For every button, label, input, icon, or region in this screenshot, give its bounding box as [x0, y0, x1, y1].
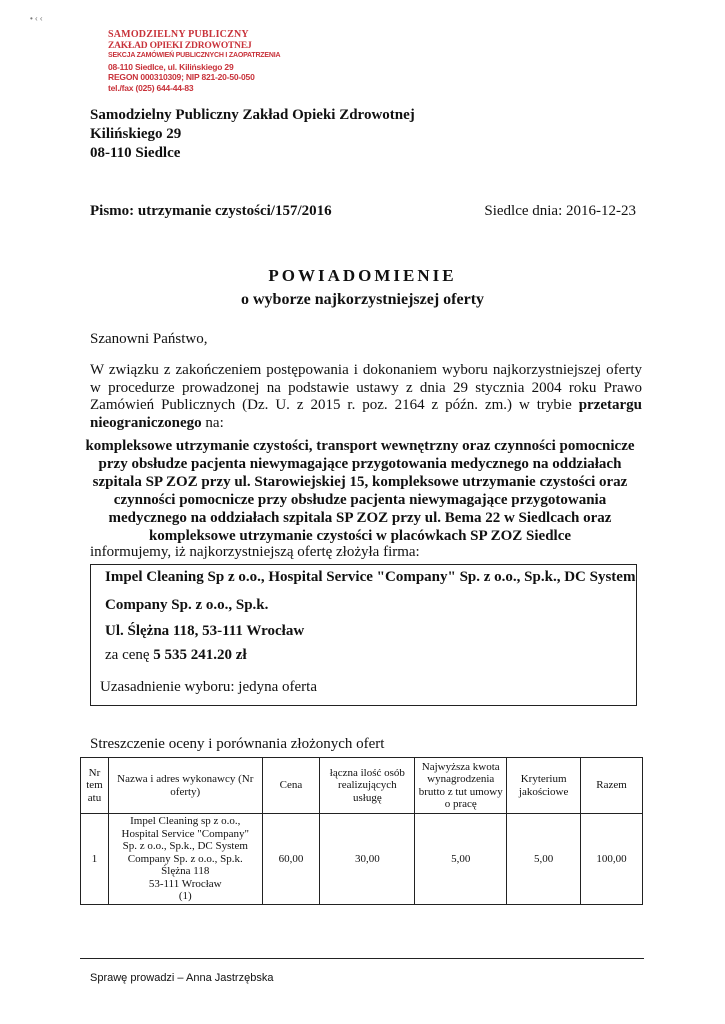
- header-cell: Najwyższa kwota wynagrodzenia brutto z tut umowy o pracę: [415, 758, 507, 814]
- header-cell: Nr tem atu: [81, 758, 109, 814]
- subject-line: szpitala SP ZOZ przy ul. Starowiejskiej 15, kompleksowe utrzymanie czystości oraz: [92, 474, 628, 490]
- subject-line: medycznego na oddziałach szpitala SP ZOZ przy ul. Bema 22 w Siedlcach oraz: [108, 510, 612, 526]
- contractor-line: Hospital Service "Company": [121, 827, 250, 840]
- header-cell: Razem: [581, 758, 643, 814]
- sender-name: Samodzielny Publiczny Zakład Opieki Zdrowotnej: [90, 107, 415, 123]
- subject-line: przy obsłudze pacjenta niewymagające przygotowania medycznego na oddziałach: [98, 456, 622, 472]
- contractor-line: 53-111 Wrocław: [148, 877, 222, 890]
- footer-handler: Sprawę prowadzi – Anna Jastrzębska: [90, 972, 274, 984]
- cell-staff: 30,00: [320, 814, 415, 905]
- summary-title: Streszczenie oceny i porównania złożonych ofert: [90, 736, 385, 752]
- letter-date: Siedlce dnia: 2016-12-23: [484, 203, 636, 219]
- stamp-line: tel./fax (025) 644-44-83: [108, 82, 194, 93]
- sender-street: Kilińskiego 29: [90, 126, 182, 142]
- procedure-mode: przetargu nieograniczonego: [90, 397, 642, 431]
- winner-address: Ul. Ślężna 118, 53-111 Wrocław: [105, 623, 305, 639]
- winner-justification: Uzasadnienie wyboru: jedyna oferta: [100, 679, 317, 695]
- header-cell: Cena: [262, 758, 320, 814]
- subject-line: kompleksowe utrzymanie czystości, transport wewnętrzny oraz czynności pomocnicze: [85, 438, 635, 454]
- subject-line: czynności pomocnicze przy obsłudze pacjenta niewymagające przygotowania: [113, 492, 607, 508]
- contractor-line: (1): [178, 890, 192, 902]
- intro-text: W związku z zakończeniem postępowania i dokonaniem wyboru najkorzystniejszej oferty w procedurze prowadzonej na podstawie ustawy z dnia 29 stycznia 2004 roku Prawo Zamówień Publicznych (Dz. U. z 2015 r. poz. 2164 z późn. zm.) w trybie: [90, 362, 642, 413]
- corner-marks: • ‹ ‹: [30, 14, 43, 23]
- header-cell: Kryterium jakościowe: [507, 758, 581, 814]
- sender-address: [90, 106, 415, 163]
- cell-contractor: [108, 814, 262, 905]
- document-subtitle: o wyborze najkorzystniejszej oferty: [240, 291, 485, 308]
- winner-box: [90, 564, 637, 706]
- table-header-row: [81, 758, 643, 814]
- contractor-line: Company Sp. z o.o., Sp.k.: [127, 852, 243, 865]
- stamp-line: SEKCJA ZAMÓWIEŃ PUBLICZNYCH I ZAOPATRZENIA: [108, 52, 281, 59]
- intro-tail: na:: [205, 414, 224, 431]
- contractor-line: Impel Cleaning sp z o.o.,: [130, 815, 241, 827]
- contractor-line: Sp. z o.o., Sp.k., DC System: [122, 840, 248, 852]
- institution-stamp: [108, 30, 288, 93]
- cell-total: 100,00: [581, 814, 643, 905]
- table-row: [81, 814, 643, 905]
- price-prefix: za cenę: [105, 647, 150, 663]
- header-cell: łączna ilość osób realizujących usługę: [320, 758, 415, 814]
- contract-subject: [80, 437, 640, 545]
- intro-paragraph: [90, 362, 642, 432]
- footer-divider: [80, 958, 644, 959]
- stamp-line: 08-110 Siedlce, ul. Kilińskiego 29: [108, 61, 234, 72]
- cell-salary: 5,00: [415, 814, 507, 905]
- cell-price: 60,00: [262, 814, 320, 905]
- greeting: Szanowni Państwo,: [90, 331, 208, 347]
- stamp-line: REGON 000310309; NIP 821-20-50-050: [108, 72, 255, 82]
- document-title: POWIADOMIENIE: [268, 266, 457, 285]
- winner-price: 5 535 241.20 zł: [153, 647, 247, 663]
- letter-reference: Pismo: utrzymanie czystości/157/2016: [90, 203, 332, 219]
- contractor-line: Ślężna 118: [161, 865, 210, 877]
- header-cell: Nazwa i adres wykonawcy (Nr oferty): [108, 758, 262, 814]
- stamp-line: SAMODZIELNY PUBLICZNY: [108, 29, 249, 40]
- sender-city: 08-110 Siedlce: [90, 145, 181, 161]
- cell-quality: 5,00: [507, 814, 581, 905]
- winner-name-line1: Impel Cleaning Sp z o.o., Hospital Service "Company" Sp. z o.o., Sp.k., DC System: [105, 569, 636, 585]
- inform-text: informujemy, iż najkorzystniejszą ofertę złożyła firma:: [90, 544, 420, 560]
- stamp-line: ZAKŁAD OPIEKI ZDROWOTNEJ: [108, 40, 252, 51]
- winner-price-line: [105, 647, 247, 664]
- subject-line: kompleksowe utrzymanie czystości w placówkach SP ZOZ Siedlce: [148, 528, 572, 544]
- winner-name-line2: Company Sp. z o.o., Sp.k.: [105, 597, 269, 613]
- cell-nr: 1: [81, 814, 109, 905]
- offers-table: [80, 757, 643, 905]
